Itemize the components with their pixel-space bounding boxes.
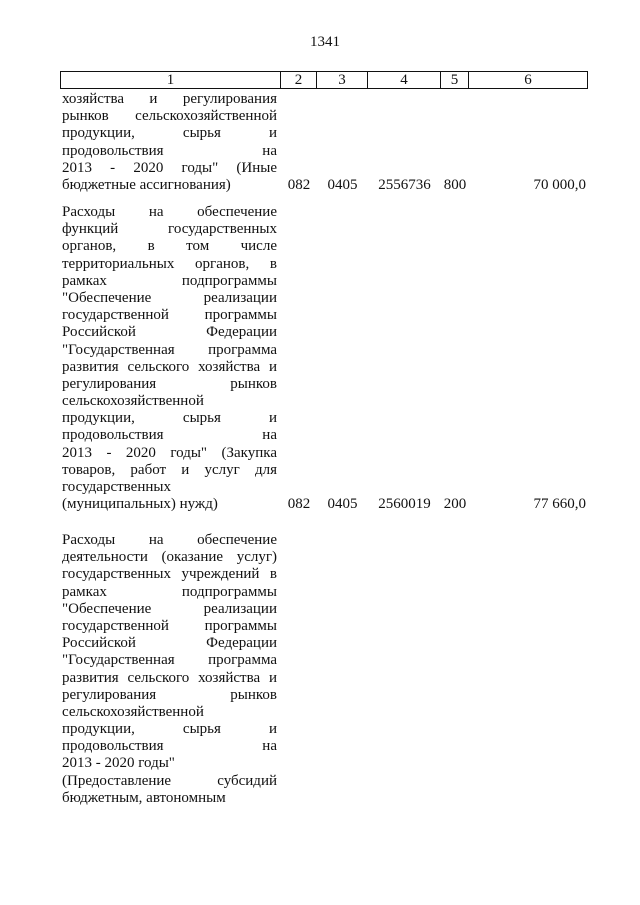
- text-line: регулирования рынков: [62, 375, 277, 392]
- text-line: 2013 - 2020 годы" (Закупка: [62, 444, 277, 461]
- text-line: регулирования рынков: [62, 686, 277, 703]
- text-line: "Обеспечение реализации: [62, 289, 277, 306]
- text-line: Расходы на обеспечение: [62, 204, 277, 220]
- text-line: продовольствия на: [62, 142, 277, 159]
- text-line: деятельности (оказание услуг): [62, 549, 277, 566]
- text-line: 2013 - 2020 годы" (Иные: [62, 159, 277, 176]
- table-row: [60, 91, 588, 194]
- text-line: рынков сельскохозяйственной: [62, 108, 277, 125]
- text-line: сельскохозяйственной: [62, 393, 204, 410]
- text-line: бюджетным, автономным: [62, 789, 226, 806]
- header-cell-5: 5: [441, 72, 469, 88]
- text-line: государственных учреждений в: [62, 566, 277, 583]
- text-line: функций государственных: [62, 221, 277, 238]
- text-line: государственной программы: [62, 617, 277, 634]
- text-line: "Государственная программа: [62, 652, 277, 669]
- text-line: сельскохозяйственной: [62, 703, 204, 720]
- text-line: бюджетные ассигнования): [62, 176, 231, 193]
- page-number: 1341: [310, 34, 340, 50]
- table-row: [60, 204, 588, 513]
- text-line: Российской Федерации: [62, 635, 277, 652]
- text-line: "Государственная программа: [62, 341, 277, 358]
- text-line: хозяйства и регулирования: [62, 91, 277, 107]
- amount: 77 660,0: [533, 496, 586, 513]
- text-line: развития сельского хозяйства и: [62, 358, 277, 375]
- target-article-code: 2560019: [378, 496, 431, 513]
- text-line: (Предоставление субсидий: [62, 772, 277, 789]
- header-cell-1: 1: [61, 72, 281, 88]
- header-cell-3: 3: [317, 72, 368, 88]
- header-cell-4: 4: [368, 72, 441, 88]
- table-row: [60, 532, 588, 807]
- expense-description: [62, 532, 277, 807]
- text-line: Российской Федерации: [62, 324, 277, 341]
- row-values: [281, 177, 588, 194]
- text-line: рамках подпрограммы: [62, 272, 277, 289]
- text-line: органов, в том числе: [62, 238, 277, 255]
- expense-description: [62, 91, 277, 194]
- text-line: "Обеспечение реализации: [62, 600, 277, 617]
- amount: 70 000,0: [533, 176, 586, 193]
- header-cell-6: 6: [469, 72, 588, 88]
- text-line: 2013 - 2020 годы": [62, 755, 175, 772]
- text-line: рамках подпрограммы: [62, 583, 277, 600]
- text-line: продукции, сырья и: [62, 410, 277, 427]
- expense-type-code: 200: [443, 496, 467, 513]
- text-line: товаров, работ и услуг для: [62, 461, 277, 478]
- text-line: территориальных органов, в: [62, 255, 277, 272]
- text-line: государственной программы: [62, 307, 277, 324]
- expense-description: [62, 204, 277, 513]
- text-line: государственных: [62, 479, 171, 495]
- text-line: продукции, сырья и: [62, 721, 277, 738]
- header-cell-2: 2: [281, 72, 317, 88]
- expense-type-code: 800: [443, 176, 467, 193]
- section-code: 0405: [327, 176, 358, 193]
- section-code: 0405: [327, 496, 358, 513]
- text-line: (муниципальных) нужд): [62, 496, 218, 513]
- text-line: продовольствия на: [62, 427, 277, 444]
- text-line: Расходы на обеспечение: [62, 532, 277, 548]
- target-article-code: 2556736: [378, 176, 431, 193]
- row-values: [281, 496, 588, 513]
- ministry-code: 082: [287, 496, 311, 513]
- table-header-row: [60, 71, 588, 89]
- text-line: продовольствия на: [62, 738, 277, 755]
- text-line: продукции, сырья и: [62, 125, 277, 142]
- ministry-code: 082: [287, 176, 311, 193]
- text-line: развития сельского хозяйства и: [62, 669, 277, 686]
